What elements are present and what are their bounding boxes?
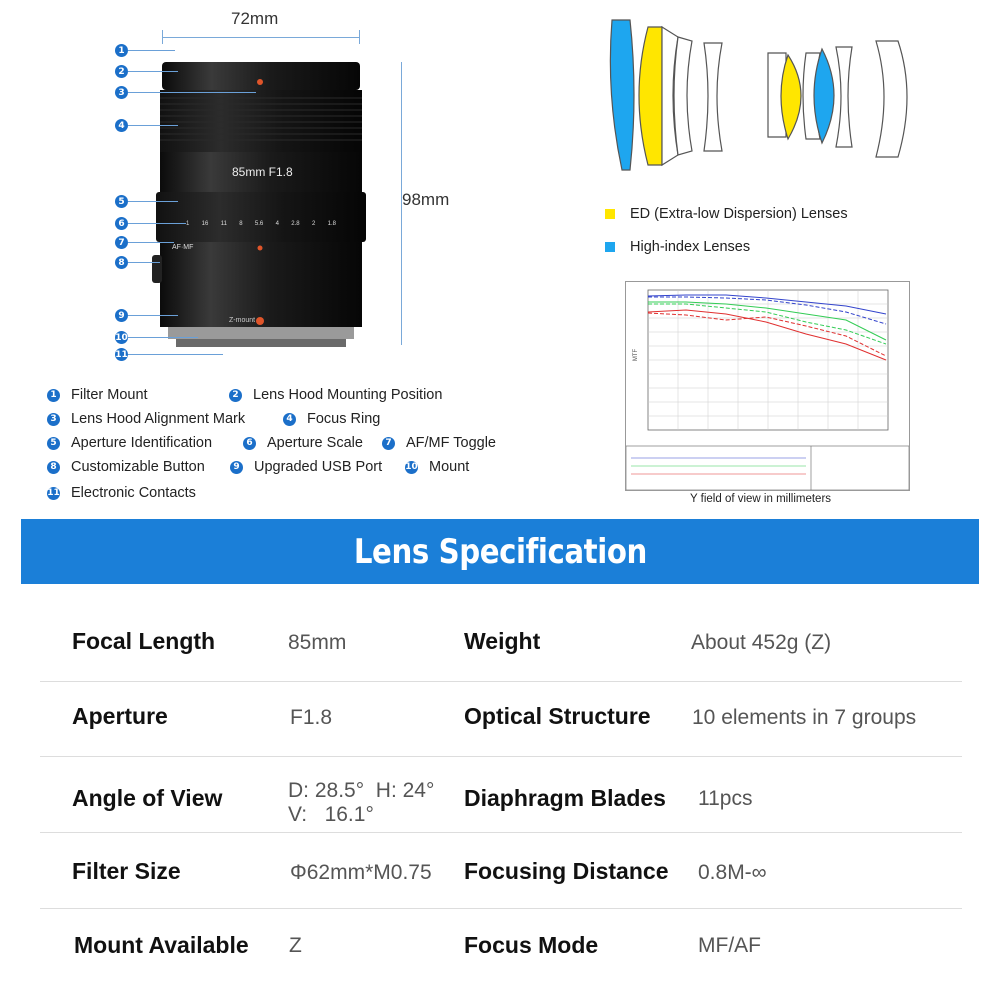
spec-row-2 — [40, 681, 962, 757]
callout-1: 1 — [115, 44, 128, 57]
spec-value: Φ62mm*M0.75 — [290, 861, 432, 884]
lens-illustration — [150, 50, 375, 360]
legend-item-9: 9 Upgraded USB Port — [230, 459, 382, 475]
spec-key: Angle of View — [72, 785, 223, 811]
legend-item-1: 1 Filter Mount — [47, 387, 148, 403]
spec-key: Aperture — [72, 703, 168, 729]
width-dimension-label: 72mm — [231, 9, 279, 28]
legend-item-7: 7 AF/MF Toggle — [382, 435, 496, 451]
mtf-caption: Y field of view in millimeters — [690, 493, 832, 505]
spec-row-1 — [40, 606, 962, 682]
spec-key: Weight — [464, 628, 541, 654]
callout-8: 8 — [115, 256, 128, 269]
spec-banner-title: Lens Specification — [353, 531, 647, 572]
callout-4: 4 — [115, 119, 128, 132]
spec-value: 85mm — [288, 631, 347, 654]
legend-item-11: 11 Electronic Contacts — [47, 485, 196, 501]
optical-structure-diagram — [600, 15, 930, 175]
callout-2: 2 — [115, 65, 128, 78]
spec-value: D: 28.5° H: 24° — [288, 779, 435, 802]
spec-value: About 452g (Z) — [691, 631, 832, 654]
spec-value: 10 elements in 7 groups — [692, 706, 917, 729]
legend-item-10: 10 Mount — [405, 459, 470, 475]
spec-row-3 — [40, 756, 962, 833]
spec-value: F1.8 — [290, 706, 333, 729]
width-dimension-line — [162, 37, 360, 38]
legend-item-5: 5 Aperture Identification — [47, 435, 212, 451]
spec-key: Focus Mode — [464, 932, 599, 958]
spec-value: 0.8M-∞ — [698, 861, 767, 884]
spec-key: Optical Structure — [464, 703, 651, 729]
callout-3: 3 — [115, 86, 128, 99]
callout-10: 10 — [115, 332, 128, 343]
af-mf-toggle-label: AF·MF — [172, 244, 194, 251]
legend-item-6: 6 Aperture Scale — [243, 435, 363, 451]
callout-11: 11 — [115, 349, 128, 360]
legend-item-8: 8 Customizable Button — [47, 459, 205, 475]
ed-lens-legend: ED (Extra-low Dispersion) Lenses — [630, 206, 848, 222]
spec-row-4 — [40, 832, 962, 909]
spec-key: Filter Size — [72, 858, 181, 884]
mtf-y-axis-label: MTF — [633, 348, 640, 362]
legend-item-4: 4 Focus Ring — [283, 411, 380, 427]
legend-item-3: 3 Lens Hood Alignment Mark — [47, 411, 245, 427]
lens-model-text: 85mm F1.8 — [232, 165, 293, 179]
spec-value: Z — [289, 934, 302, 957]
spec-value-line2: V: 16.1° — [288, 803, 374, 826]
callout-7: 7 — [115, 236, 128, 249]
spec-value: MF/AF — [698, 934, 761, 957]
spec-key: Focal Length — [72, 628, 216, 654]
legend-item-2: 2 Lens Hood Mounting Position — [229, 387, 442, 403]
mount-label: Z-mount — [229, 317, 256, 324]
aperture-scale: 1 16 11 8 5.6 4 2.8 2 1.8 — [186, 221, 336, 227]
callout-6: 6 — [115, 217, 128, 230]
spec-value: 11pcs — [698, 787, 753, 810]
spec-key: Focusing Distance — [464, 858, 669, 884]
height-dimension-label: 98mm — [402, 190, 450, 209]
mtf-chart — [625, 281, 910, 491]
high-index-swatch — [605, 242, 615, 252]
spec-key: Diaphragm Blades — [464, 785, 666, 811]
callout-5: 5 — [115, 195, 128, 208]
callout-9: 9 — [115, 309, 128, 322]
lens-diagram — [0, 0, 560, 510]
spec-key: Mount Available — [74, 932, 249, 958]
high-index-legend: High-index Lenses — [630, 239, 751, 255]
spec-row-5 — [40, 908, 962, 983]
spec-banner — [21, 519, 979, 584]
ed-lens-swatch — [605, 209, 615, 219]
